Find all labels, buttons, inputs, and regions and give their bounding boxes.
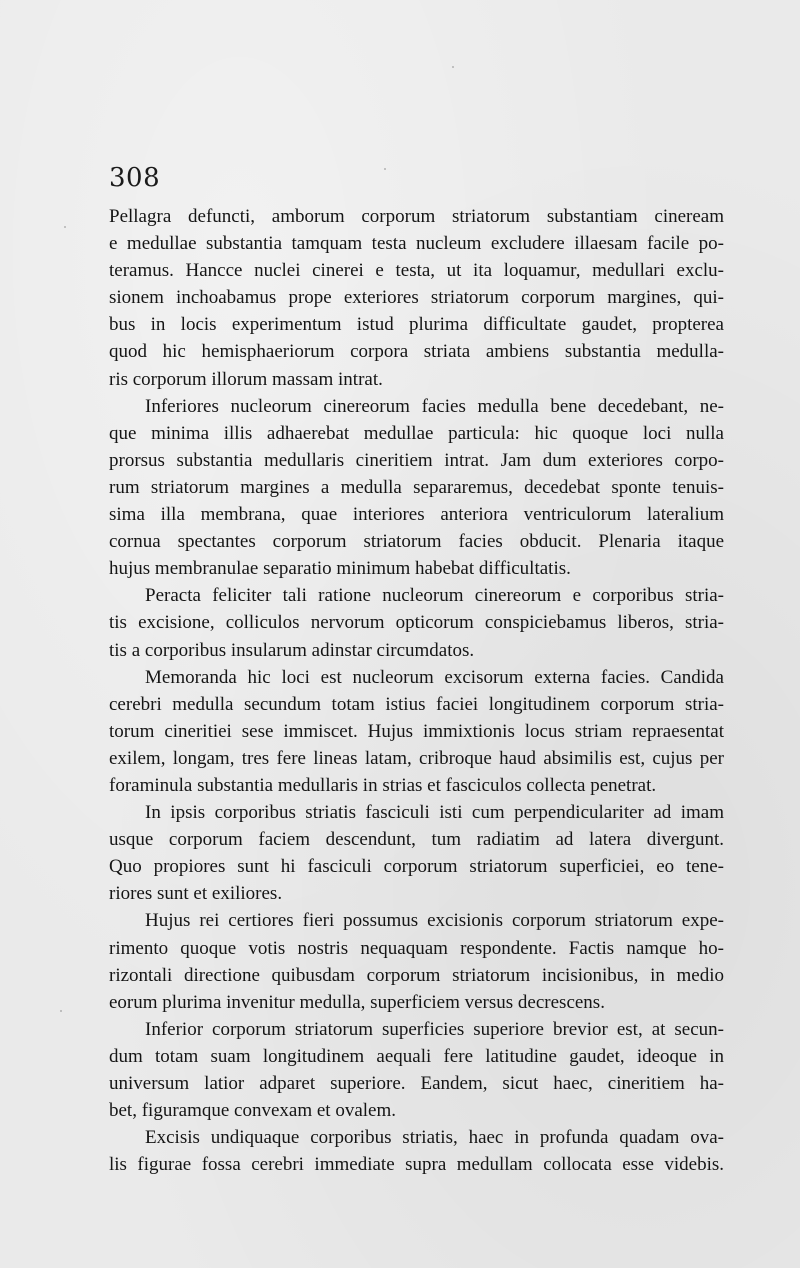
text-line: dum totam suam longitudinem aequali fere latitudine gaudet, ideoque in: [109, 1045, 724, 1067]
body-text: [109, 203, 724, 1178]
text-line: rimento quoque votis nostris nequaquam respondente. Factis namque ho-: [109, 937, 724, 959]
text-line: prorsus substantia medullaris cineritiem intrat. Jam dum exteriores corpo-: [109, 449, 724, 471]
text-line: Excisis undiquaque corporibus striatis, haec in profunda quadam ova-: [145, 1127, 724, 1149]
paper-speck: [60, 1010, 62, 1012]
text-line: rizontali directione quibusdam corporum striatorum incisionibus, in medio: [109, 964, 724, 986]
text-line: Inferiores nucleorum cinereorum facies medulla bene decedebant, ne-: [145, 395, 724, 417]
text-line: tis excisione, colliculos nervorum opticorum conspiciebamus liberos, stria-: [109, 612, 724, 634]
text-line: ris corporum illorum massam intrat.: [109, 368, 383, 390]
text-line: exilem, longam, tres fere lineas latam, cribroque haud absimilis est, cujus per: [109, 747, 724, 769]
text-line: hujus membranulae separatio minimum habebat difficultatis.: [109, 558, 571, 580]
text-line: sionem inchoabamus prope exteriores striatorum corporum margines, qui-: [109, 287, 724, 309]
paper-speck: [384, 168, 386, 170]
text-line: In ipsis corporibus striatis fasciculi isti cum perpendiculariter ad imam: [145, 802, 724, 824]
text-line: sima illa membrana, quae interiores anteriora ventriculorum lateralium: [109, 504, 724, 526]
text-line: Memoranda hic loci est nucleorum excisorum externa facies. Candida: [145, 666, 724, 688]
text-line: cornua spectantes corporum striatorum facies obducit. Plenaria itaque: [109, 531, 724, 553]
text-line: Hujus rei certiores fieri possumus excisionis corporum striatorum expe-: [145, 910, 724, 932]
text-line: cerebri medulla secundum totam istius faciei longitudinem corporum stria-: [109, 693, 724, 715]
text-line: lis figurae fossa cerebri immediate supra medullam collocata esse videbis.: [109, 1154, 724, 1176]
text-line: tis a corporibus insularum adinstar circumdatos.: [109, 639, 475, 661]
text-line: bet, figuramque convexam et ovalem.: [109, 1100, 397, 1122]
text-line: universum latior adparet superiore. Eandem, sicut haec, cineritiem ha-: [109, 1073, 724, 1094]
text-line: usque corporum faciem descendunt, tum radiatim ad latera divergunt.: [109, 829, 724, 851]
text-line: Quo propiores sunt hi fasciculi corporum striatorum superficiei, eo tene-: [109, 856, 724, 878]
text-line: Inferior corporum striatorum superficies superiore brevior est, at secun-: [145, 1018, 724, 1040]
text-line: Peracta feliciter tali ratione nucleorum cinereorum e corporibus stria-: [145, 585, 724, 607]
text-line: quod hic hemisphaeriorum corpora striata ambiens substantia medulla-: [109, 341, 724, 363]
text-line: e medullae substantia tamquam testa nucleum excludere illaesam facile po-: [109, 233, 724, 255]
text-line: teramus. Hancce nuclei cinerei e testa, ut ita loquamur, medullari exclu-: [109, 260, 724, 282]
text-line: torum cineritiei sese immiscet. Hujus immixtionis locus striam repraesentat: [109, 720, 724, 742]
text-line: foraminula substantia medullaris in strias et fasciculos collecta penetrat.: [109, 774, 657, 796]
paper-speck: [64, 226, 66, 228]
text-line: rum striatorum margines a medulla separaremus, decedebat sponte tenuis-: [109, 476, 724, 498]
page-number: 308: [109, 163, 161, 193]
paper-speck: [452, 66, 454, 68]
text-line: que minima illis adhaerebat medullae particula: hic quoque loci nulla: [109, 422, 724, 444]
text-line: riores sunt et exiliores.: [109, 883, 283, 905]
text-line: bus in locis experimentum istud plurima difficultate gaudet, propterea: [109, 314, 724, 336]
text-line: eorum plurima invenitur medulla, superficiem versus decrescens.: [109, 991, 605, 1013]
text-line: Pellagra defuncti, amborum corporum striatorum substantiam cineream: [109, 206, 724, 227]
